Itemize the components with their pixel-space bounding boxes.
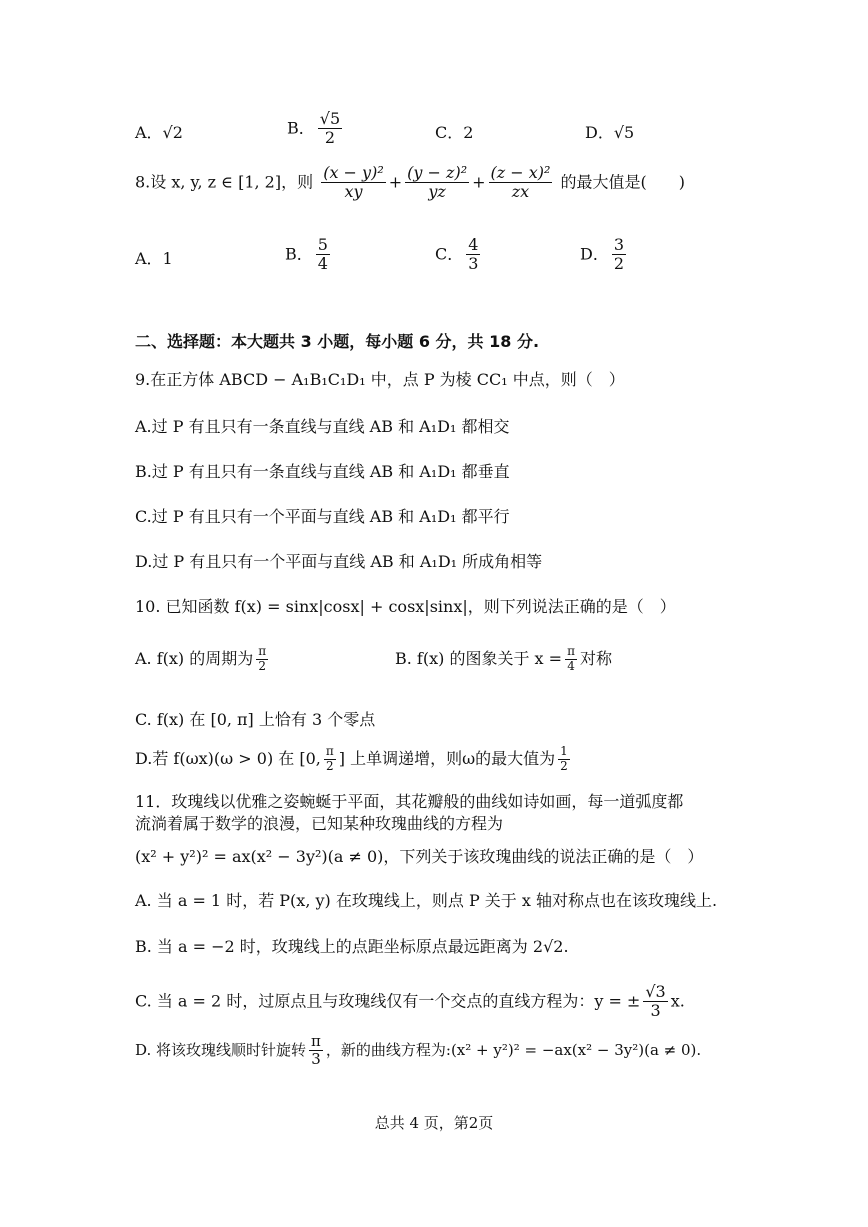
q10-option-d-middle: ] 上单调递增，则ω的最大值为 bbox=[338, 748, 556, 768]
q11-option-c-numerator: √3 bbox=[645, 982, 666, 1001]
q11-option-c-denominator: 3 bbox=[650, 1001, 661, 1021]
q10-option-a-numerator: π bbox=[258, 644, 267, 658]
q10-stem: 10. 已知函数 f(x) = sinx|cosx| + cosx|sinx|，则下列说法正确的是（ ） bbox=[135, 597, 676, 616]
q11-option-b: B. 当 a = −2 时，玫瑰线上的点距坐标原点最远距离为 2√2. bbox=[135, 937, 569, 956]
q8-fraction-2 bbox=[405, 164, 469, 202]
q9-option-d: D.过 P 有且只有一个平面与直线 AB 和 A₁D₁ 所成角相等 bbox=[135, 552, 543, 571]
q8-fraction-1 bbox=[321, 164, 386, 202]
q10-option-b-fraction bbox=[565, 645, 577, 674]
q8-option-c-fraction bbox=[466, 236, 480, 274]
q10-option-d-fraction-2 bbox=[558, 745, 570, 774]
q11-stem-line-3: (x² + y²)² = ax(x² − 3y²)(a ≠ 0)，下列关于该玫瑰曲线的说法正确的是（ ） bbox=[135, 847, 704, 866]
q10-option-c: C. f(x) 在 [0, π] 上恰有 3 个零点 bbox=[135, 710, 376, 729]
q8-stem-suffix: 的最大值是( ) bbox=[560, 172, 686, 192]
q10-option-d-text: D.若 f(ωx)(ω > 0) 在 [0, bbox=[135, 748, 321, 768]
q8-option-c-label: C． bbox=[435, 244, 464, 264]
q11-option-c-text: C. 当 a = 2 时，过原点且与玫瑰线仅有一个交点的直线方程为：y = ± bbox=[135, 991, 641, 1011]
q10-option-d-denominator-2: 2 bbox=[560, 758, 568, 773]
q7-option-a: A．√2 bbox=[135, 123, 183, 142]
q10-option-d-denominator-1: 2 bbox=[326, 758, 334, 773]
q8-option-b-fraction bbox=[316, 236, 330, 274]
q11-stem-line-2: 流淌着属于数学的浪漫，已知某种玫瑰曲线的方程为 bbox=[135, 814, 504, 833]
q8-option-c-denominator: 3 bbox=[468, 254, 479, 274]
q11-stem-line-1: 11．玫瑰线以优雅之姿蜿蜒于平面，其花瓣般的曲线如诗如画，每一道弧度都 bbox=[135, 792, 684, 811]
q10-option-d bbox=[135, 745, 573, 774]
q7-option-b-numerator: √5 bbox=[319, 109, 341, 128]
section-2-heading: 二、选择题：本大题共 3 小题，每小题 6 分，共 18 分. bbox=[135, 332, 540, 351]
q9-option-c: C.过 P 有且只有一个平面与直线 AB 和 A₁D₁ 都平行 bbox=[135, 507, 510, 526]
q8-option-d-denominator: 2 bbox=[613, 254, 625, 274]
q10-option-d-numerator-2: 1 bbox=[560, 744, 568, 758]
q7-option-b bbox=[287, 110, 345, 148]
q10-option-a-text: A. f(x) 的周期为 bbox=[135, 648, 254, 668]
q8-stem-prefix: 8.设 x, y, z ∈ [1, 2]，则 bbox=[135, 172, 314, 192]
page-footer: 总共 4 页，第2页 bbox=[374, 1114, 494, 1132]
q8-option-b-label: B． bbox=[285, 244, 313, 264]
q7-option-b-fraction bbox=[318, 110, 342, 148]
q8-stem: 8.设 x, y, z ∈ [1, 2]，则 $\frac{\text{(x − y)²}}{xy}$ + $\frac{\text{(y − z)²}}{yz}$ + $\frac{\text{(z − x)²}}{zx}$ 的最大值是( ) bbox=[135, 163, 686, 202]
q11-option-d bbox=[135, 1033, 701, 1069]
q10-option-d-numerator-1: π bbox=[325, 744, 334, 758]
q8-option-b-numerator: 5 bbox=[317, 235, 328, 254]
q7-option-b-denominator: 2 bbox=[324, 128, 336, 148]
q11-option-c-suffix: x. bbox=[670, 991, 685, 1011]
q8-option-b-denominator: 4 bbox=[317, 254, 328, 274]
q8-fraction-2-denominator: yz bbox=[428, 182, 446, 202]
q10-option-b-denominator: 4 bbox=[567, 658, 575, 673]
q8-option-d-label: D． bbox=[580, 244, 609, 264]
q8-option-c-numerator: 4 bbox=[468, 235, 479, 254]
q10-option-d-fraction-1 bbox=[324, 745, 336, 774]
q8-fraction-3-numerator: (z − x)² bbox=[490, 163, 551, 182]
q7-option-b-label: B． bbox=[287, 118, 315, 138]
q8-option-d-numerator: 3 bbox=[613, 235, 625, 254]
q11-option-d-text: D. 将该玫瑰线顺时针旋转 bbox=[135, 1040, 307, 1059]
q8-fraction-2-numerator: (y − z)² bbox=[407, 163, 468, 182]
q8-option-d-fraction bbox=[612, 236, 626, 274]
q7-option-d: D．√5 bbox=[585, 123, 635, 142]
q11-option-d-denominator: 3 bbox=[311, 1050, 321, 1069]
q9-option-a: A.过 P 有且只有一条直线与直线 AB 和 A₁D₁ 都相交 bbox=[135, 417, 510, 436]
q11-option-d-numerator: π bbox=[311, 1032, 321, 1050]
q9-stem: 9.在正方体 ABCD − A₁B₁C₁D₁ 中，点 P 为棱 CC₁ 中点，则（ ） bbox=[135, 370, 625, 389]
q8-option-a: A．1 bbox=[135, 249, 173, 268]
q7-option-c: C．2 bbox=[435, 123, 474, 142]
q8-fraction-1-numerator: (x − y)² bbox=[323, 163, 384, 182]
q10-option-b-suffix: 对称 bbox=[579, 648, 612, 668]
q11-option-d-fraction bbox=[309, 1033, 323, 1069]
q10-option-a-denominator: 2 bbox=[258, 658, 267, 673]
q8-fraction-1-denominator: xy bbox=[344, 182, 363, 202]
q8-option-c bbox=[435, 236, 483, 274]
q11-option-d-suffix: ，新的曲线方程为:(x² + y²)² = −ax(x² − 3y²)(a ≠ 0). bbox=[325, 1040, 702, 1059]
q10-option-b-text: B. f(x) 的图象关于 x = bbox=[395, 648, 563, 668]
q9-option-b: B.过 P 有且只有一条直线与直线 AB 和 A₁D₁ 都垂直 bbox=[135, 462, 510, 481]
q11-option-c-fraction bbox=[643, 983, 667, 1021]
q10-option-b bbox=[395, 645, 612, 674]
q11-option-c bbox=[135, 983, 685, 1021]
q10-option-a-fraction bbox=[256, 645, 268, 674]
q11-option-a: A. 当 a = 1 时，若 P(x, y) 在玫瑰线上，则点 P 关于 x 轴对称点也在该玫瑰线上. bbox=[135, 891, 718, 910]
q10-option-a bbox=[135, 645, 271, 674]
q8-option-d bbox=[580, 236, 629, 274]
q10-option-b-numerator: π bbox=[567, 644, 575, 658]
q8-fraction-3 bbox=[489, 164, 553, 202]
q8-option-b bbox=[285, 236, 333, 274]
q8-fraction-3-denominator: zx bbox=[511, 182, 530, 202]
